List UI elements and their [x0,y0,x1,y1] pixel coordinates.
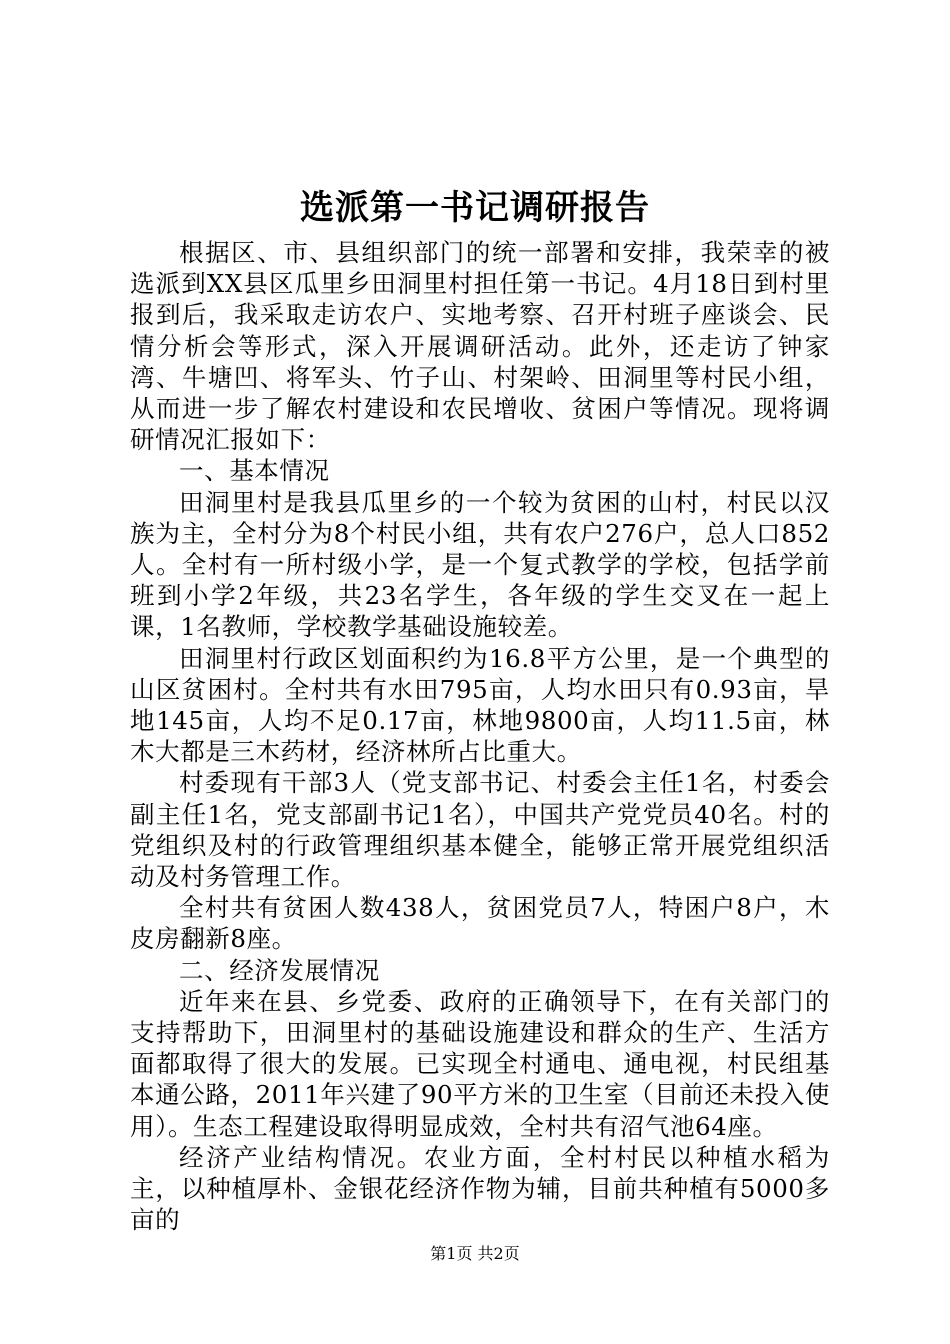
paragraph-intro: 根据区、市、县组织部门的统一部署和安排，我荣幸的被选派到XX县区瓜里乡田洞里村担任第一书记。4月18日到村里报到后，我采取走访农户、实地考察、召开村班子座谈会、民情分析会等形式，深入开展调研活动。此外，还走访了钟家湾、牛塘凹、将军头、竹子山、村架岭、田洞里等村民小组，从而进一步了解农村建设和农民增收、贫困户等情况。现将调研情况汇报如下： [130,238,830,455]
paragraph-industry: 经济产业结构情况。农业方面，全村村民以种植水稻为主，以种植厚朴、金银花经济作物为辅，目前共种植有5000多亩的 [130,1142,830,1235]
section-heading-economy: 二、经济发展情况 [179,955,380,985]
page-footer: 第1页 共2页 [430,1244,520,1263]
paragraph-poverty: 全村共有贫困人数438人，贫困党员7人，特困户8户，木皮房翻新8座。 [130,893,830,954]
paragraph-development: 近年来在县、乡党委、政府的正确领导下，在有关部门的支持帮助下，田洞里村的基础设施建设和群众的生产、生活方面都取得了很大的发展。已实现全村通电、通电视，村民组基本通公路，2011年兴建了90平方米的卫生室（目前还未投入使用）。生态工程建设取得明显成效，全村共有沼气池64座。 [130,986,830,1141]
document-title: 选派第一书记调研报告 [300,188,650,228]
paragraph-village-committee: 村委现有干部3人（党支部书记、村委会主任1名，村委会副主任1名，党支部副书记1名），中国共产党党员40名。村的党组织及村的行政管理组织基本健全，能够正常开展党组织活动及村务管理工作。 [130,768,830,892]
paragraph-land-area: 田洞里村行政区划面积约为16.8平方公里，是一个典型的山区贫困村。全村共有水田795亩，人均水田只有0.93亩，旱地145亩，人均不足0.17亩，林地9800亩，人均11.5亩，林木大都是三木药材，经济林所占比重大。 [130,643,830,767]
section-heading-basic: 一、基本情况 [179,456,330,486]
document-body [130,237,830,1236]
paragraph-village-overview: 田洞里村是我县瓜里乡的一个较为贫困的山村，村民以汉族为主，全村分为8个村民小组，共有农户276户，总人口852人。全村有一所村级小学，是一个复式教学的学校，包括学前班到小学2年级，共23名学生，各年级的学生交叉在一起上课，1名教师，学校教学基础设施较差。 [130,487,830,642]
